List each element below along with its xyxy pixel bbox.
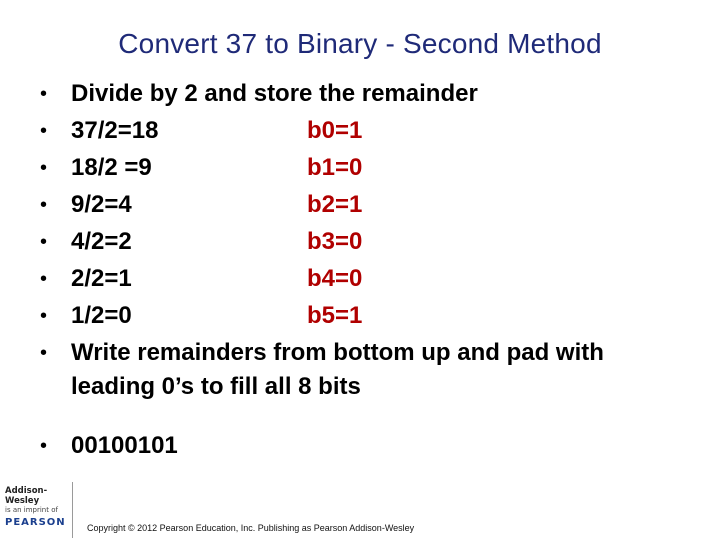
copyright-text: Copyright © 2012 Pearson Education, Inc. Publishing as Pearson Addison-Wesley: [87, 523, 415, 533]
bullet-icon: •: [40, 435, 48, 457]
logo-line-3: PEARSON: [5, 517, 66, 528]
bullet-icon: •: [40, 194, 48, 216]
logo-line-2: is an imprint of: [5, 506, 58, 514]
bullet-icon: •: [40, 120, 48, 142]
bullet-icon: •: [40, 231, 48, 253]
remainder-value: b4=0: [307, 265, 363, 292]
bullet-icon: •: [40, 305, 48, 327]
bullet-text: 37/2=18: [71, 117, 159, 144]
bullet-text: 9/2=4: [71, 191, 132, 218]
bullet-icon: •: [40, 83, 48, 105]
slide-title: Convert 37 to Binary - Second Method: [118, 28, 602, 59]
bullet-icon: •: [40, 342, 48, 364]
remainder-value: b5=1: [307, 302, 363, 329]
bullet-text: 00100101: [71, 432, 178, 459]
footer-divider: [72, 482, 73, 538]
bullet-text: 4/2=2: [71, 228, 132, 255]
remainder-value: b2=1: [307, 191, 363, 218]
publisher-logo: [5, 486, 69, 528]
remainder-value: b0=1: [307, 117, 363, 144]
remainder-value: b1=0: [307, 154, 363, 181]
bullet-text: 18/2 =9: [71, 154, 152, 181]
remainder-value: b3=0: [307, 228, 363, 255]
bullet-text: 2/2=1: [71, 265, 132, 292]
bullet-text: 1/2=0: [71, 302, 132, 329]
bullet-text: Divide by 2 and store the remainder: [71, 80, 478, 107]
bullet-text: Write remainders from bottom up and pad with leading 0’s to fill all 8 bits: [71, 339, 604, 400]
bullet-icon: •: [40, 268, 48, 290]
bullet-icon: •: [40, 157, 48, 179]
logo-line-1: Addison-Wesley: [5, 486, 48, 506]
